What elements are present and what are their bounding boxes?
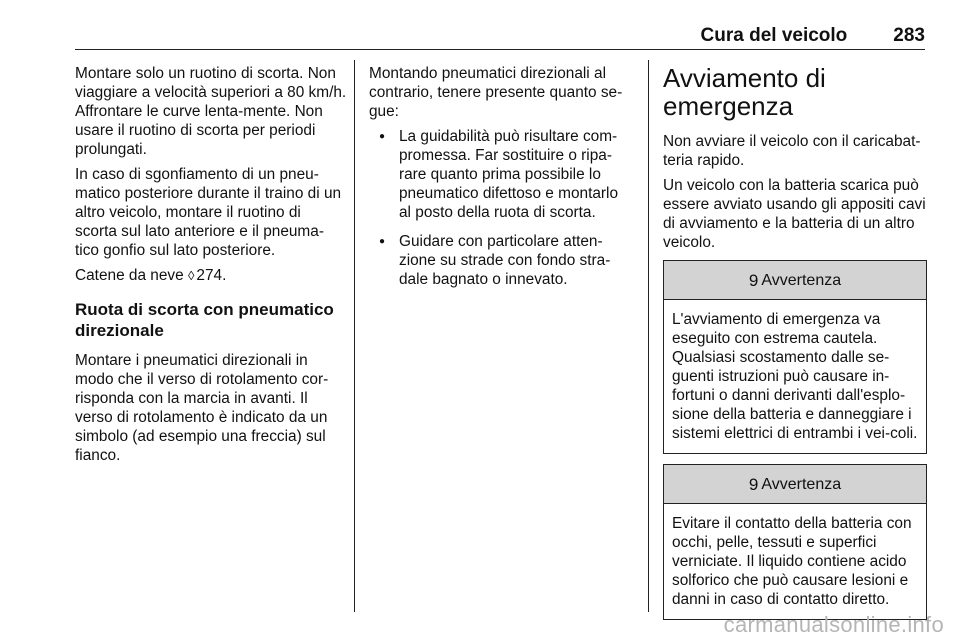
watermark: carmanualsonline.info (723, 612, 944, 637)
column-right (663, 64, 927, 620)
page-header (75, 20, 925, 50)
paragraph-jump-cables: Un veicolo con la batteria scarica può essere avviato usando gli appositi cavi di avviamento e la batteria di un altro veicolo. (663, 177, 926, 251)
list-item: ● Guidare con particolare atten-zione su strade con fondo stra-dale bagnato o innevato. (369, 232, 633, 289)
warning-box-1 (663, 260, 927, 454)
snow-chains-text: Catene da neve (75, 267, 184, 284)
paragraph-snow-chains (75, 266, 347, 285)
warning-header (664, 465, 926, 504)
list-item: ● La guidabilità può risultare com-promessa. Far sostituire o ripa-rare quanto prima possibile lo pneumatico difettoso e montarlo al posto della ruota di scorta. (369, 127, 633, 222)
heading-emergency-start: Avviamento di emergenza (663, 63, 826, 121)
section-title: Cura del veicolo (700, 25, 848, 46)
column-middle (369, 64, 633, 299)
paragraph-fast-charger: Non avviare il veicolo con il caricabat-teria rapido. (663, 133, 921, 169)
paragraph-reverse-mounting: Montando pneumatici direzionali al contrario, tenere presente quanto se-gue: (369, 65, 623, 120)
warning-text: Evitare il contatto della batteria con occhi, pelle, tessuti e superfici verniciate. Il liquido contiene acido solforico che può causare lesioni e danni in caso di contatto diretto. (672, 515, 912, 608)
subheading-directional-tyre: Ruota di scorta con pneumatico direzionale (75, 300, 334, 340)
paragraph-directional-tyre: Montare i pneumatici direzionali in modo che il verso di rotolamento cor-risponda con la marcia in avanti. Il verso di rotolamento è indicato da un simbolo (ad esempio una freccia) sul fianco. (75, 352, 329, 464)
warning-header (664, 261, 926, 300)
column-divider-1 (354, 60, 355, 612)
column-divider-2 (648, 60, 649, 612)
warning-box-2 (663, 464, 927, 620)
warning-icon: 9 (748, 270, 759, 290)
paragraph-towing: In caso di sgonfiamento di un pneu-matico posteriore durante il traino di un altro veicolo, montare il ruotino di scorta sul lato anteriore e il pneuma-tico gonfio sul lato posteriore. (75, 166, 342, 259)
bullet-list (369, 127, 633, 289)
page-number: 283 (893, 25, 925, 46)
column-left (75, 64, 347, 471)
page-reference-link[interactable]: 274. (196, 267, 227, 284)
page-reference-arrow-icon: ◊ (187, 268, 195, 283)
warning-text: L'avviamento di emergenza va eseguito con estrema cautela. Qualsiasi scostamento dalle se-guenti istruzioni può causare in-fortuni o danni derivanti dall'esplo-sione della batteria e danneggiare i sistemi elettrici di entrambi i vei-coli. (672, 311, 918, 442)
paragraph-spare-wheel: Montare solo un ruotino di scorta. Non viaggiare a velocità superiori a 80 km/h. Affrontare le curve lenta-mente. Non usare il ruotino di scorta per periodi prolungati. (75, 65, 347, 158)
warning-title: Avvertenza (761, 475, 842, 493)
warning-icon: 9 (748, 474, 759, 494)
warning-title: Avvertenza (761, 271, 842, 289)
